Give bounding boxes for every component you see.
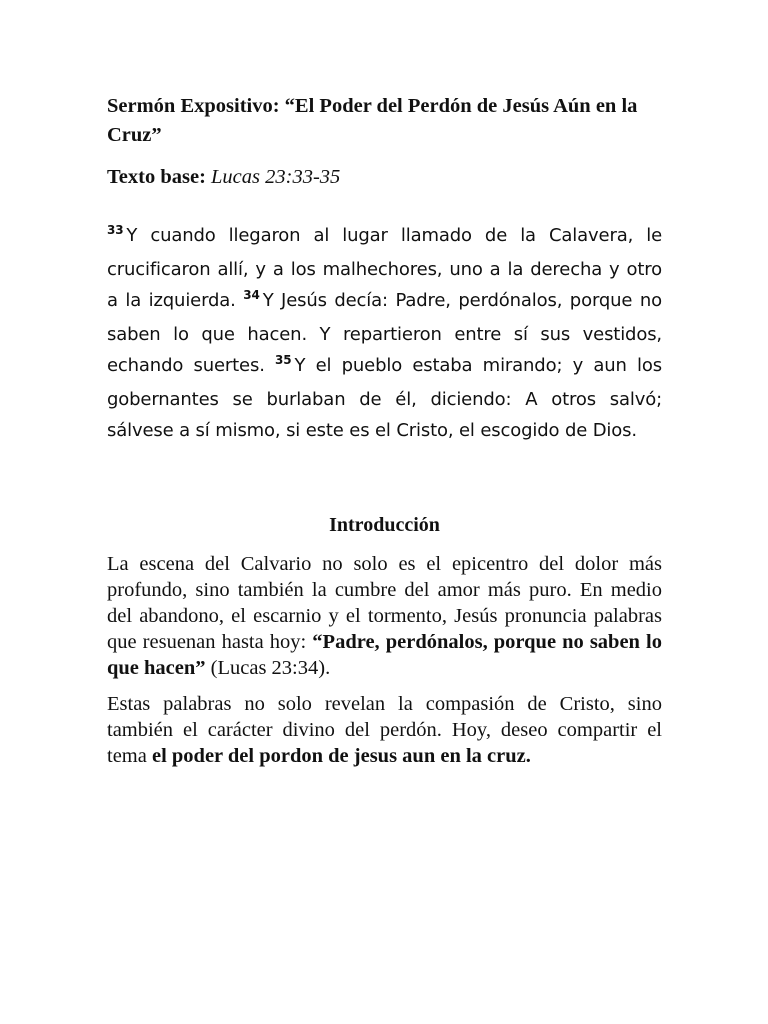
intro-p1-text: La escena del Calvario no solo es el epicentro del dolor más profundo, sino también la cumbre del amor más puro. En medio del abandono, el escarnio y el tormento, Jesús pronuncia palabras que resuenan hasta hoy:	[107, 552, 662, 653]
verse-number-34: 34	[243, 288, 260, 302]
sermon-title: Sermón Expositivo: “El Poder del Perdón de Jesús Aún en la Cruz”	[107, 95, 638, 146]
intro-p1-reference: (Lucas 23:34).	[205, 656, 331, 679]
document-page	[107, 92, 662, 769]
verse-number-35: 35	[275, 353, 292, 367]
verse-33-text: Y cuando llegaron al lugar llamado de la Calavera, le crucificaron allí, y a los malhechores, uno a la derecha y otro a la izquierda.	[107, 225, 662, 311]
verse-34-text: Y Jesús decía: Padre, perdónalos, porque no saben lo que hacen. Y repartieron entre sí sus vestidos, echando suertes.	[107, 290, 662, 376]
scripture-passage	[107, 220, 662, 447]
base-text-line	[107, 163, 662, 192]
intro-p1-quote: “Padre, perdónalos, porque no saben lo que hacen”	[107, 630, 662, 679]
verse-number-33: 33	[107, 223, 124, 237]
base-text-reference: Lucas 23:33-35	[211, 166, 341, 188]
introduction-paragraph-2	[107, 691, 662, 769]
verse-35-text: Y el pueblo estaba mirando; y aun los gobernantes se burlaban de él, diciendo: A otros salvó; sálvese a sí mismo, si este es el Cristo, el escogido de Dios.	[107, 355, 662, 441]
intro-p2-theme: el poder del pordon de jesus aun en la cruz.	[151, 744, 531, 767]
intro-p2-text: Estas palabras no solo revelan la compasión de Cristo, sino también el carácter divino del perdón. Hoy, deseo compartir el tema	[107, 692, 662, 767]
introduction-heading: Introducción	[329, 513, 440, 536]
base-text-label: Texto base:	[107, 166, 206, 188]
introduction-paragraph-1	[107, 551, 662, 681]
